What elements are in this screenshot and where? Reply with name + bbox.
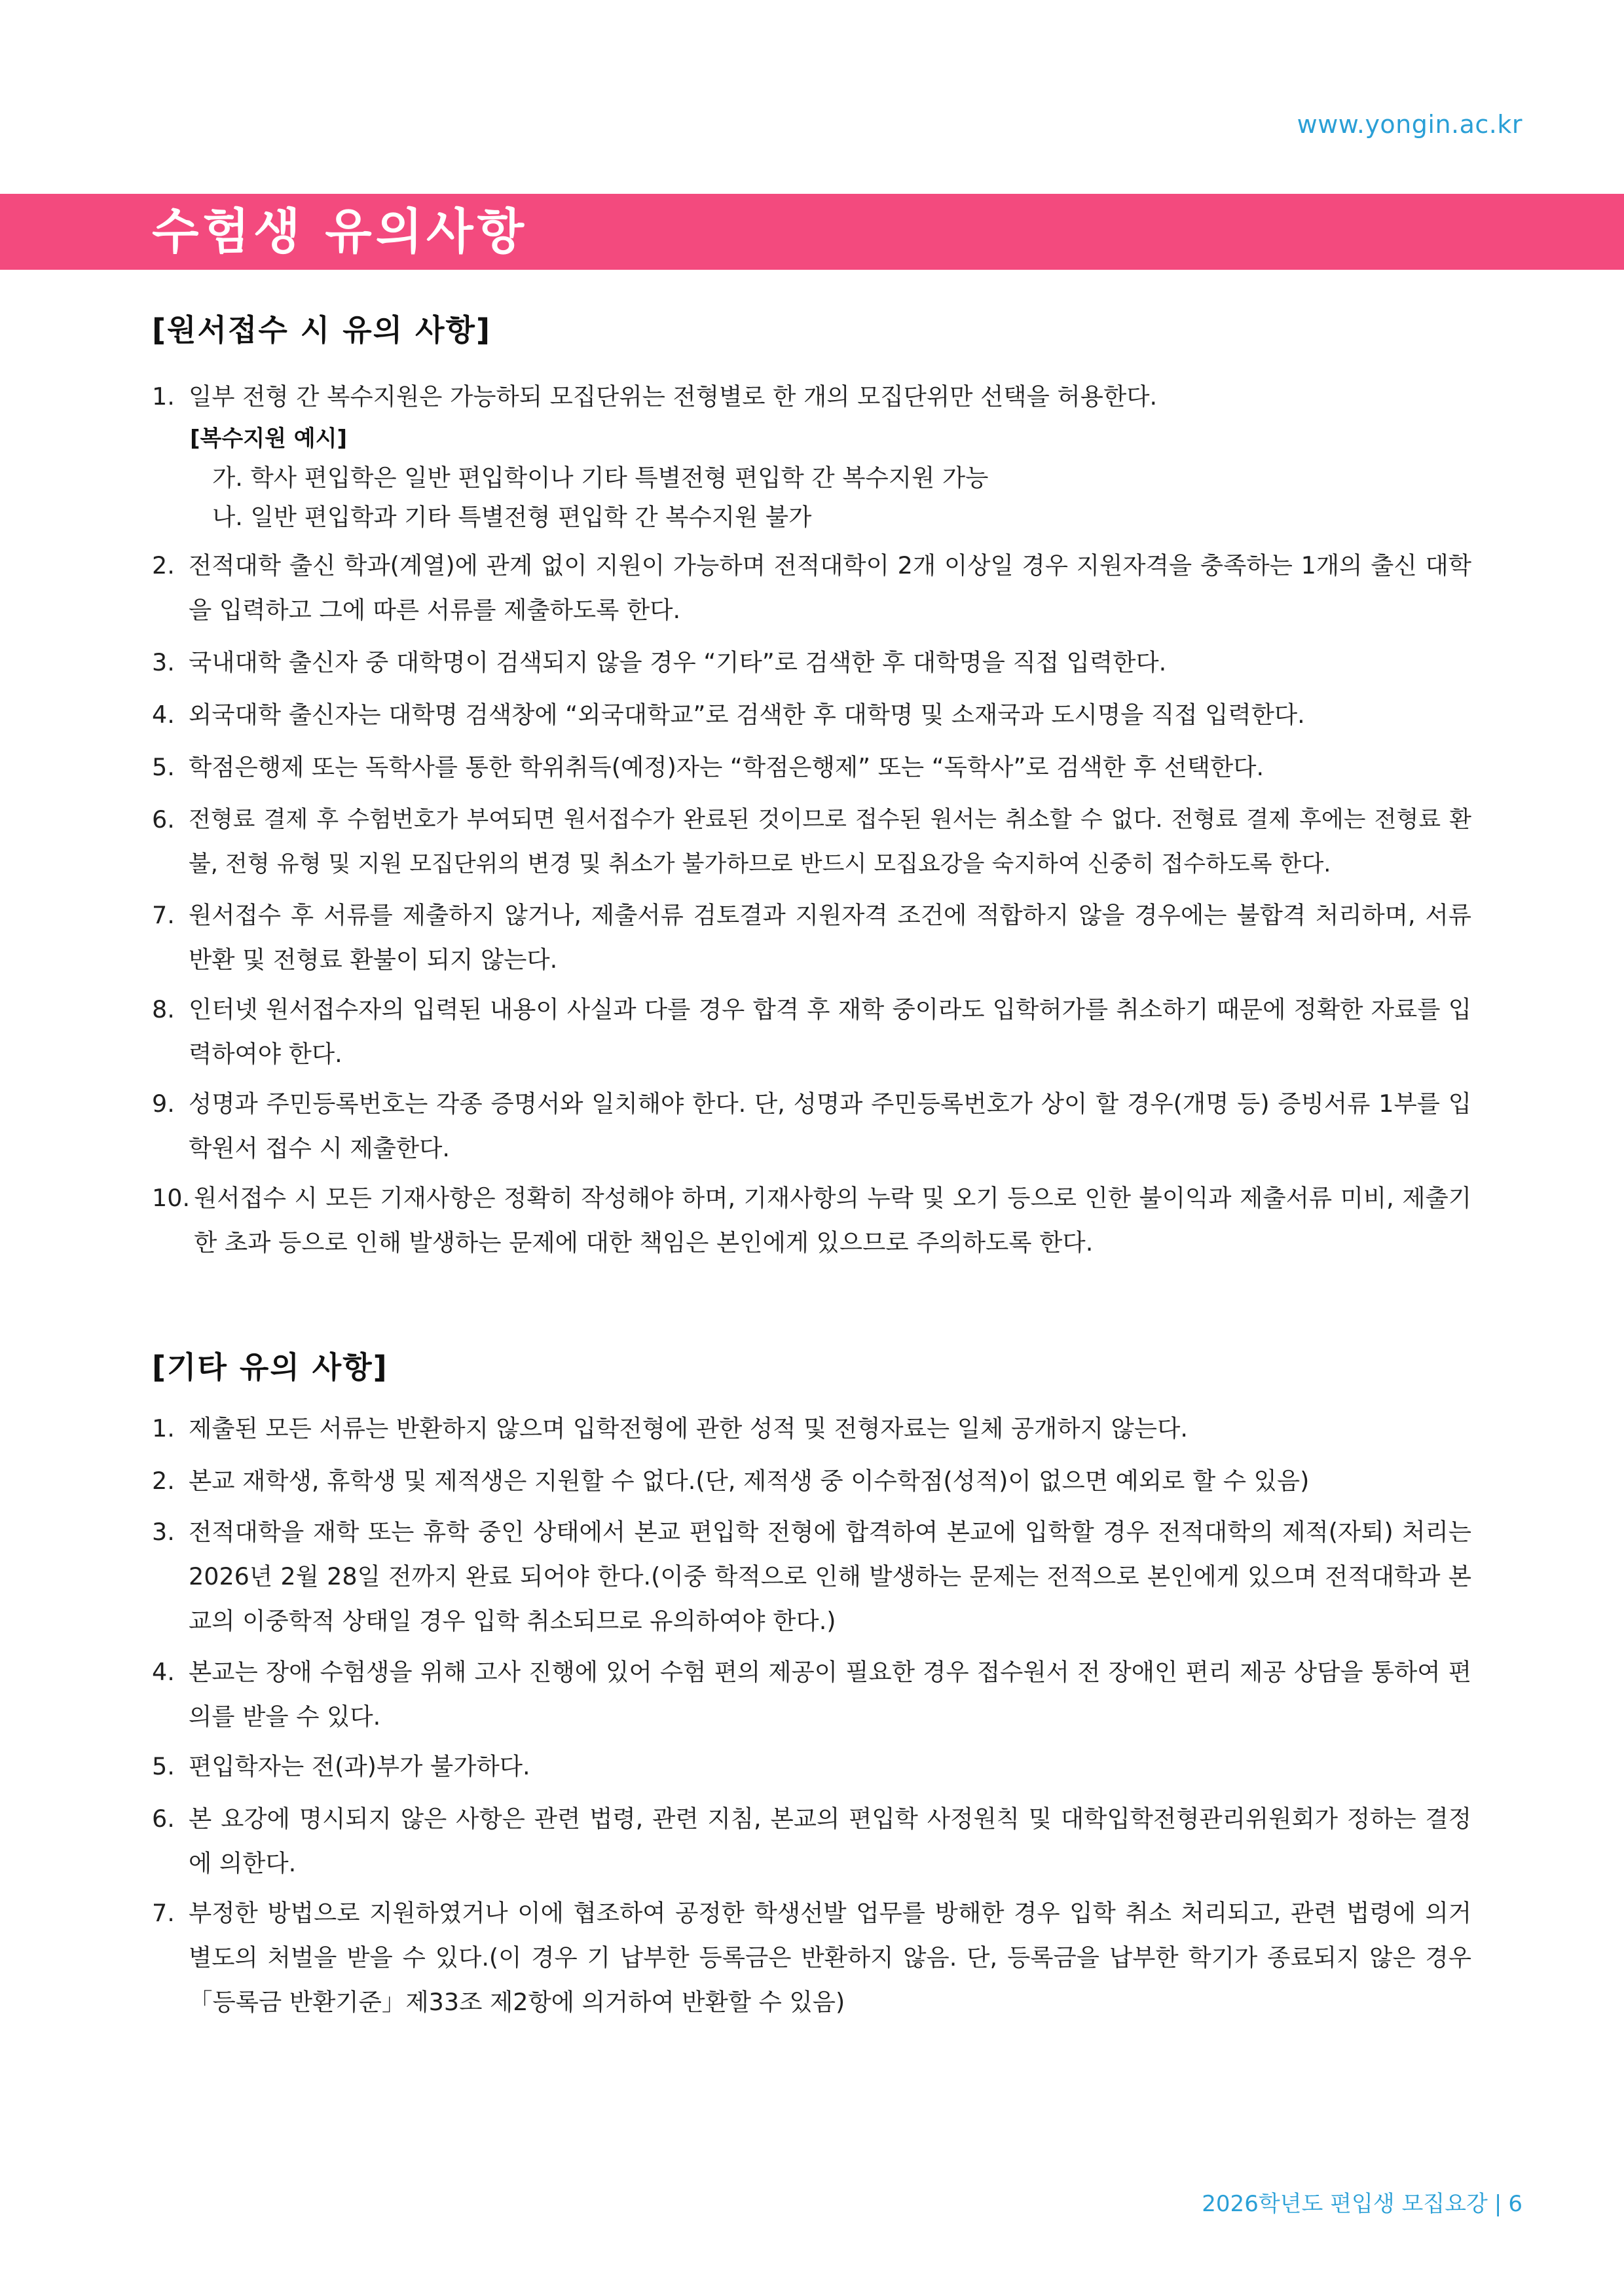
list-item: [152, 693, 1471, 737]
list-item: [152, 1797, 1471, 1886]
footer-label: 2026학년도 편입생 모집요강: [1202, 2191, 1488, 2217]
list-item: [152, 1510, 1471, 1643]
item-number: 1.: [152, 382, 175, 411]
list-item: [152, 1744, 1471, 1789]
example-item: 나. 일반 편입학과 기타 특별전형 편입학 간 복수지원 불가: [212, 503, 812, 531]
list-item: [152, 745, 1471, 790]
item-text: 인터넷 원서접수자의 입력된 내용이 사실과 다를 경우 합격 후 재학 중이라도 입학허가를 취소하기 때문에 정확한 자료를 입력하여야 한다.: [189, 995, 1471, 1068]
item-number: 5.: [152, 1752, 175, 1780]
footer-separator: |: [1494, 2191, 1502, 2217]
example-heading: [복수지원 예시]: [190, 426, 347, 452]
item-number: 9.: [152, 1090, 175, 1118]
item-text: 전형료 결제 후 수험번호가 부여되면 원서접수가 완료된 것이므로 접수된 원서는 취소할 수 없다. 전형료 결제 후에는 전형료 환불, 전형 유형 및 지원 모집단위의 변경 및 취소가 불가하므로 반드시 모집요강을 숙지하여 신중히 접수하도록 한다.: [189, 807, 1471, 877]
list-item: [152, 1406, 1471, 1451]
page-number: 6: [1508, 2191, 1522, 2217]
item-number: 2.: [152, 551, 175, 579]
page-footer: [1202, 2186, 1522, 2218]
item-number: 1.: [152, 1414, 175, 1442]
site-url[interactable]: www.yongin.ac.kr: [1297, 110, 1522, 139]
item-number: 3.: [152, 648, 175, 676]
item-number: 4.: [152, 701, 175, 729]
title-banner: [0, 194, 1624, 270]
list-item: [152, 543, 1471, 633]
page-title: 수험생 유의사항: [152, 204, 528, 260]
list-item: [152, 375, 1471, 419]
item-number: 7.: [152, 1899, 175, 1927]
list-item: [152, 640, 1471, 685]
item-text: 본교는 장애 수험생을 위해 고사 진행에 있어 수험 편의 제공이 필요한 경우 접수원서 전 장애인 편리 제공 상담을 통하여 편의를 받을 수 있다.: [189, 1658, 1471, 1731]
item-text: 제출된 모든 서류는 반환하지 않으며 입학전형에 관한 성적 및 전형자료는 일체 공개하지 않는다.: [189, 1414, 1188, 1442]
item-text: 편입학자는 전(과)부가 불가하다.: [189, 1752, 530, 1780]
item-text: 일부 전형 간 복수지원은 가능하되 모집단위는 전형별로 한 개의 모집단위만 선택을 허용한다.: [189, 382, 1158, 411]
item-text: 부정한 방법으로 지원하였거나 이에 협조하여 공정한 학생선발 업무를 방해한 경우 입학 취소 처리되고, 관련 법령에 의거 별도의 처벌을 받을 수 있다.(이 경우 기 납부한 등록금은 반환하지 않음. 단, 등록금을 납부한 학기가 종료되지 않은 경우 「등록금 반환기준」제33조 제2항에 의거하여 반환할 수 있음): [189, 1899, 1471, 2016]
item-number: 6.: [152, 805, 175, 834]
list-item: [152, 798, 1471, 887]
item-text: 본 요강에 명시되지 않은 사항은 관련 법령, 관련 지침, 본교의 편입학 사정원칙 및 대학입학전형관리위원회가 정하는 결정에 의한다.: [189, 1805, 1471, 1877]
item-text: 원서접수 후 서류를 제출하지 않거나, 제출서류 검토결과 지원자격 조건에 적합하지 않을 경우에는 불합격 처리하며, 서류 반환 및 전형료 환불이 되지 않는다.: [189, 901, 1471, 974]
item-text: 본교 재학생, 휴학생 및 제적생은 지원할 수 없다.(단, 제적생 중 이수학점(성적)이 없으면 예외로 할 수 있음): [189, 1467, 1310, 1495]
item-text: 성명과 주민등록번호는 각종 증명서와 일치해야 한다. 단, 성명과 주민등록번호가 상이 할 경우(개명 등) 증빙서류 1부를 입학원서 접수 시 제출한다.: [189, 1090, 1471, 1162]
item-text: 원서접수 시 모든 기재사항은 정확히 작성해야 하며, 기재사항의 누락 및 오기 등으로 인한 불이익과 제출서류 미비, 제출기한 초과 등으로 인해 발생하는 문제에 대한 책임은 본인에게 있으므로 주의하도록 한다.: [194, 1184, 1471, 1257]
item-text: 국내대학 출신자 중 대학명이 검색되지 않을 경우 “기타”로 검색한 후 대학명을 직접 입력한다.: [189, 648, 1167, 676]
item-number: 8.: [152, 995, 175, 1023]
item-text: 전적대학 출신 학과(계열)에 관계 없이 지원이 가능하며 전적대학이 2개 이상일 경우 지원자격을 충족하는 1개의 출신 대학을 입력하고 그에 따른 서류를 제출하도록 한다.: [189, 551, 1471, 624]
example-item: 가. 학사 편입학은 일반 편입학이나 기타 특별전형 편입학 간 복수지원 가능: [212, 464, 989, 492]
item-number: 2.: [152, 1467, 175, 1495]
item-text: 외국대학 출신자는 대학명 검색창에 “외국대학교”로 검색한 후 대학명 및 소재국과 도시명을 직접 입력한다.: [189, 701, 1305, 729]
list-item: [152, 1176, 1471, 1265]
item-number: 4.: [152, 1658, 175, 1686]
list-item: [152, 1650, 1471, 1739]
list-item: [152, 1891, 1471, 2025]
section-heading-application: [원서접수 시 유의 사항]: [152, 312, 492, 348]
item-number: 10.: [152, 1184, 191, 1212]
item-text: 학점은행제 또는 독학사를 통한 학위취득(예정)자는 “학점은행제” 또는 “독학사”로 검색한 후 선택한다.: [189, 753, 1264, 781]
list-item: [152, 1082, 1471, 1171]
list-item: [152, 893, 1471, 982]
item-number: 7.: [152, 901, 175, 929]
list-item: [152, 1459, 1471, 1503]
item-text: 전적대학을 재학 또는 휴학 중인 상태에서 본교 편입학 전형에 합격하여 본교에 입학할 경우 전적대학의 제적(자퇴) 처리는 2026년 2월 28일 전까지 완료 되어야 한다.(이중 학적으로 인해 발생하는 문제는 전적으로 본인에게 있으며 전적대학과 본교의 이중학적 상태일 경우 입학 취소되므로 유의하여야 한다.): [189, 1518, 1471, 1635]
list-item: [152, 987, 1471, 1076]
item-number: 3.: [152, 1518, 175, 1546]
section-heading-other: [기타 유의 사항]: [152, 1349, 388, 1385]
item-number: 6.: [152, 1805, 175, 1833]
item-number: 5.: [152, 753, 175, 781]
